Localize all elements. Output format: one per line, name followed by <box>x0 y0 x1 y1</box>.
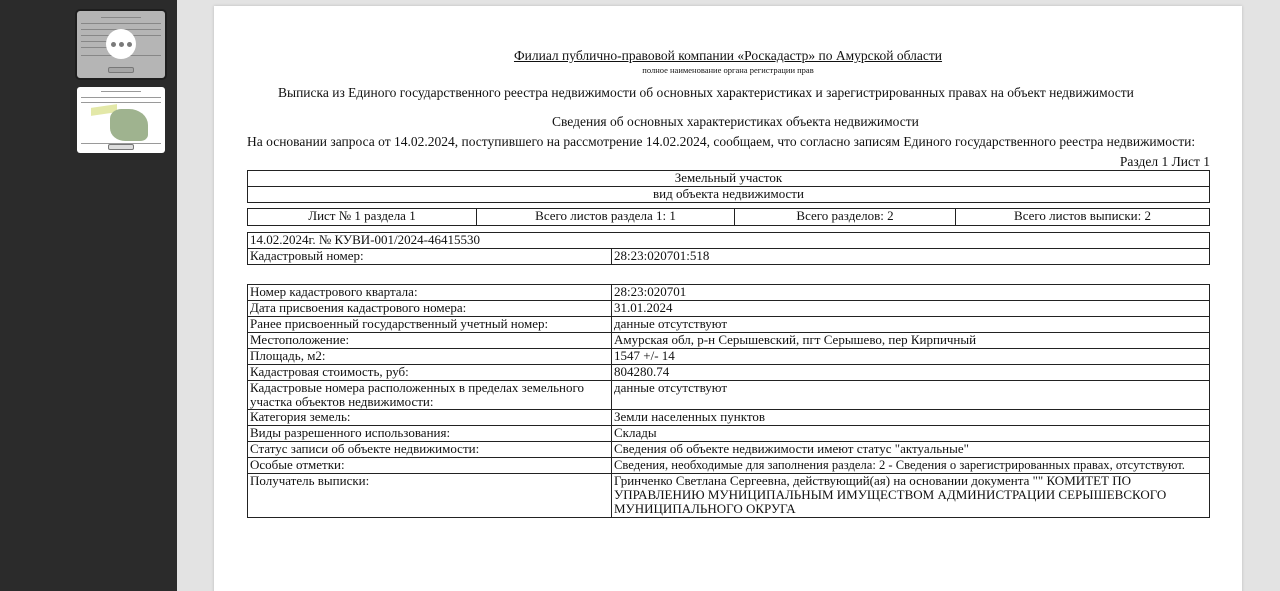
table-row <box>248 442 1210 458</box>
page-thumbnail-1[interactable] <box>77 11 165 78</box>
table-row <box>248 410 1210 426</box>
total-sections: Всего разделов: 2 <box>735 209 956 226</box>
more-options-button[interactable] <box>106 29 136 59</box>
row-value: Сведения, необходимые для заполнения раздела: 2 - Сведения о зарегистрированных правах, отсутствуют. <box>612 458 1210 474</box>
table-row <box>248 349 1210 365</box>
row-label: Виды разрешенного использования: <box>248 426 612 442</box>
basis-text: На основании запроса от 14.02.2024, поступившего на рассмотрение 14.02.2024, сообщаем, что согласно записям Единого государственного реестра недвижимости: <box>247 134 1196 149</box>
total-sheets-extract: Всего листов выписки: 2 <box>956 209 1210 226</box>
sheets-info-table <box>247 208 1210 226</box>
table-row <box>248 365 1210 381</box>
total-sheets-section: Всего листов раздела 1: 1 <box>477 209 735 226</box>
sheet-reference: Раздел 1 Лист 1 <box>1119 154 1210 169</box>
row-label: Кадастровая стоимость, руб: <box>248 365 612 381</box>
section-title: Сведения об основных характеристиках объекта недвижимости <box>552 114 919 129</box>
row-value: 31.01.2024 <box>612 301 1210 317</box>
sheet-number: Лист № 1 раздела 1 <box>248 209 477 226</box>
org-caption: полное наименование органа регистрации прав <box>642 65 814 75</box>
cadastral-number-label: Кадастровый номер: <box>248 249 612 265</box>
row-label: Получатель выписки: <box>248 474 612 518</box>
table-row <box>248 474 1210 518</box>
map-parcel-thumbnail <box>110 109 148 141</box>
row-label: Особые отметки: <box>248 458 612 474</box>
table-row <box>248 426 1210 442</box>
dot-icon <box>127 42 132 47</box>
dot-icon <box>119 42 124 47</box>
row-label: Площадь, м2: <box>248 349 612 365</box>
dot-icon <box>111 42 116 47</box>
table-row <box>248 301 1210 317</box>
table-row <box>248 333 1210 349</box>
row-value: 28:23:020701 <box>612 285 1210 301</box>
stamp-thumbnail <box>108 144 134 150</box>
row-value: данные отсутствуют <box>612 317 1210 333</box>
thumbnail-sidebar <box>0 0 177 591</box>
table-row <box>248 317 1210 333</box>
characteristics-table <box>247 284 1210 518</box>
row-label: Дата присвоения кадастрового номера: <box>248 301 612 317</box>
document-page <box>214 6 1242 591</box>
row-label: Категория земель: <box>248 410 612 426</box>
row-value: Гринченко Светлана Сергеевна, действующий(ая) на основании документа "" КОМИТЕТ ПО УПРАВЛЕНИЮ МУНИЦИПАЛЬНЫМ ИМУЩЕСТВОМ АДМИНИСТРАЦИИ СЕРЫШЕВСКОГО МУНИЦИПАЛЬНОГО ОКРУГА <box>612 474 1210 518</box>
row-label: Местоположение: <box>248 333 612 349</box>
document-title: Выписка из Единого государственного реестра недвижимости об основных характеристиках и зарегистрированных правах на объект недвижимости <box>278 85 1134 100</box>
object-type: Земельный участок <box>248 171 1210 187</box>
row-label: Ранее присвоенный государственный учетный номер: <box>248 317 612 333</box>
table-row <box>248 285 1210 301</box>
row-value: Амурская обл, р-н Серышевский, пгт Серышево, пер Кирпичный <box>612 333 1210 349</box>
table-row <box>248 381 1210 410</box>
row-value: 804280.74 <box>612 365 1210 381</box>
row-value: данные отсутствуют <box>612 381 1210 410</box>
object-type-table <box>247 170 1210 203</box>
row-value: Сведения об объекте недвижимости имеют статус "актуальные" <box>612 442 1210 458</box>
row-value: Склады <box>612 426 1210 442</box>
row-label: Статус записи об объекте недвижимости: <box>248 442 612 458</box>
page-thumbnail-2[interactable] <box>77 87 165 153</box>
table-row <box>248 458 1210 474</box>
row-value: 1547 +/- 14 <box>612 349 1210 365</box>
extract-id-table <box>247 232 1210 265</box>
org-name: Филиал публично-правовой компании «Роскадастр» по Амурской области <box>513 48 943 63</box>
cadastral-number-value: 28:23:020701:518 <box>612 249 1210 265</box>
row-label: Кадастровые номера расположенных в пределах земельного участка объектов недвижимости: <box>248 381 612 410</box>
row-value: Земли населенных пунктов <box>612 410 1210 426</box>
row-label: Номер кадастрового квартала: <box>248 285 612 301</box>
extract-id: 14.02.2024г. № КУВИ-001/2024-46415530 <box>248 233 1210 249</box>
object-type-caption: вид объекта недвижимости <box>248 187 1210 203</box>
